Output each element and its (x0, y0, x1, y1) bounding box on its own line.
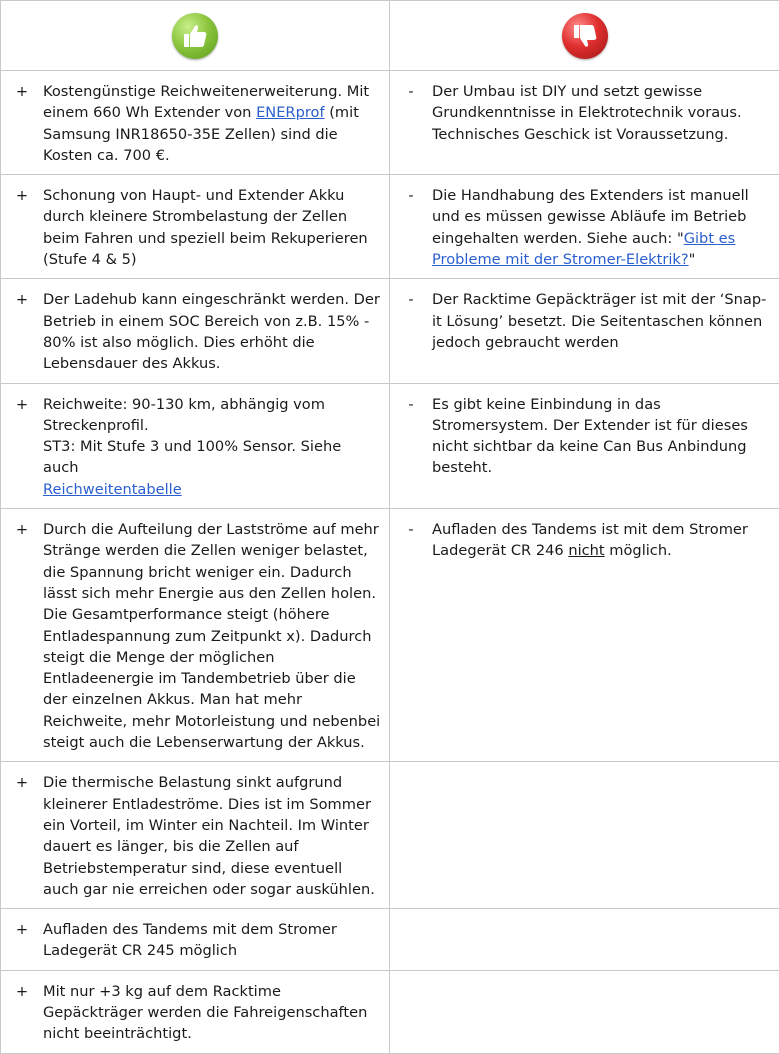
con-text: Aufladen des Tandems ist mit dem Stromer Ladegerät CR 246 nicht möglich. (432, 519, 771, 562)
plus-sign: + (1, 519, 43, 753)
minus-sign: - (390, 519, 432, 562)
pro-cell (1, 383, 390, 508)
con-text: Die Handhabung des Extenders ist manuell und es müssen gewisse Abläufe im Betrieb eingehalten werden. Siehe auch: "Gibt es Probleme mit der Stromer-Elektrik?" (432, 185, 771, 270)
pro-text: Reichweite: 90-130 km, abhängig vom Streckenprofil. ST3: Mit Stufe 3 und 100% Sensor. Siehe auch Reichweitentabelle (43, 394, 381, 500)
header-row (1, 1, 779, 71)
con-cell-empty (390, 762, 779, 909)
table-row (1, 279, 779, 383)
con-cell (390, 509, 779, 762)
enerprof-link[interactable]: ENERprof (256, 104, 325, 121)
table-row (1, 175, 779, 279)
pro-text: Aufladen des Tandems mit dem Stromer Ladegerät CR 245 möglich (43, 919, 381, 962)
table-row (1, 970, 779, 1053)
plus-sign: + (1, 289, 43, 374)
plus-sign: + (1, 81, 43, 166)
minus-sign: - (390, 185, 432, 270)
pro-cell (1, 762, 390, 909)
table-row (1, 71, 779, 175)
table-row (1, 909, 779, 971)
con-cell (390, 175, 779, 279)
pro-text: Kostengünstige Reichweitenerweiterung. Mit einem 660 Wh Extender von ENERprof (mit Samsung INR18650-35E Zellen) sind die Kosten ca. 700 €. (43, 81, 381, 166)
minus-sign: - (390, 289, 432, 353)
pros-header-cell (1, 1, 390, 71)
con-text: Der Racktime Gepäckträger ist mit der ‘Snap-it Lösung’ besetzt. Die Seitentaschen können jedoch gebraucht werden (432, 289, 771, 353)
con-text: Es gibt keine Einbindung in das Stromersystem. Der Extender ist für dieses nicht sichtbar da keine Can Bus Anbindung besteht. (432, 394, 771, 479)
reichweitentabelle-link[interactable]: Reichweitentabelle (43, 481, 182, 498)
pro-cell (1, 970, 390, 1053)
con-cell (390, 383, 779, 508)
pro-cell (1, 909, 390, 971)
minus-sign: - (390, 394, 432, 479)
pro-cell (1, 279, 390, 383)
table-row (1, 509, 779, 762)
con-cell (390, 279, 779, 383)
pro-text: Der Ladehub kann eingeschränkt werden. Der Betrieb in einem SOC Bereich von z.B. 15% - 80% ist also möglich. Dies erhöht die Lebensdauer des Akkus. (43, 289, 381, 374)
plus-sign: + (1, 919, 43, 962)
con-cell-empty (390, 909, 779, 971)
pro-cell (1, 175, 390, 279)
pro-text: Mit nur +3 kg auf dem Racktime Gepäckträger werden die Fahreigenschaften nicht beeinträchtigt. (43, 981, 381, 1045)
pro-cell (1, 71, 390, 175)
thumbs-up-icon (172, 13, 218, 59)
pro-text: Die thermische Belastung sinkt aufgrund kleinerer Entladeströme. Dies ist im Sommer ein Vorteil, im Winter ein Nachteil. Im Winter dauert es länger, bis die Zellen auf Betriebstemperatur sind, diese eventuell auch gar nie erreichen oder sogar auskühlen. (43, 772, 381, 900)
minus-sign: - (390, 81, 432, 145)
table-row (1, 383, 779, 508)
con-cell-empty (390, 970, 779, 1053)
pro-cell (1, 509, 390, 762)
plus-sign: + (1, 394, 43, 500)
con-text: Der Umbau ist DIY und setzt gewisse Grundkenntnisse in Elektrotechnik voraus. Technisches Geschick ist Voraussetzung. (432, 81, 771, 145)
con-cell (390, 71, 779, 175)
cons-header-cell (390, 1, 779, 71)
plus-sign: + (1, 185, 43, 270)
pro-text: Durch die Aufteilung der Lastströme auf mehr Stränge werden die Zellen weniger belastet, die Spannung bricht weniger ein. Dadurch lässt sich mehr Energie aus den Zellen holen. Die Gesamtperformance steigt (höhere Entladespannung zum Zeitpunkt x). Dadurch steigt die Menge der möglichen Entladeenergie im Tandembetrieb über die der einzelnen Akkus. Man hat mehr Reichweite, mehr Motorleistung und nebenbei steigt auch die Lebenserwartung der Akkus. (43, 519, 381, 753)
underlined-word: nicht (568, 542, 604, 559)
plus-sign: + (1, 981, 43, 1045)
stromer-elektrik-link[interactable]: Gibt es Probleme mit der Stromer-Elektrik? (432, 230, 735, 268)
plus-sign: + (1, 772, 43, 900)
pro-text: Schonung von Haupt- und Extender Akku durch kleinere Strombelastung der Zellen beim Fahren und speziell beim Rekuperieren (Stufe 4 & 5) (43, 185, 381, 270)
thumbs-down-icon (562, 13, 608, 59)
table-row (1, 762, 779, 909)
